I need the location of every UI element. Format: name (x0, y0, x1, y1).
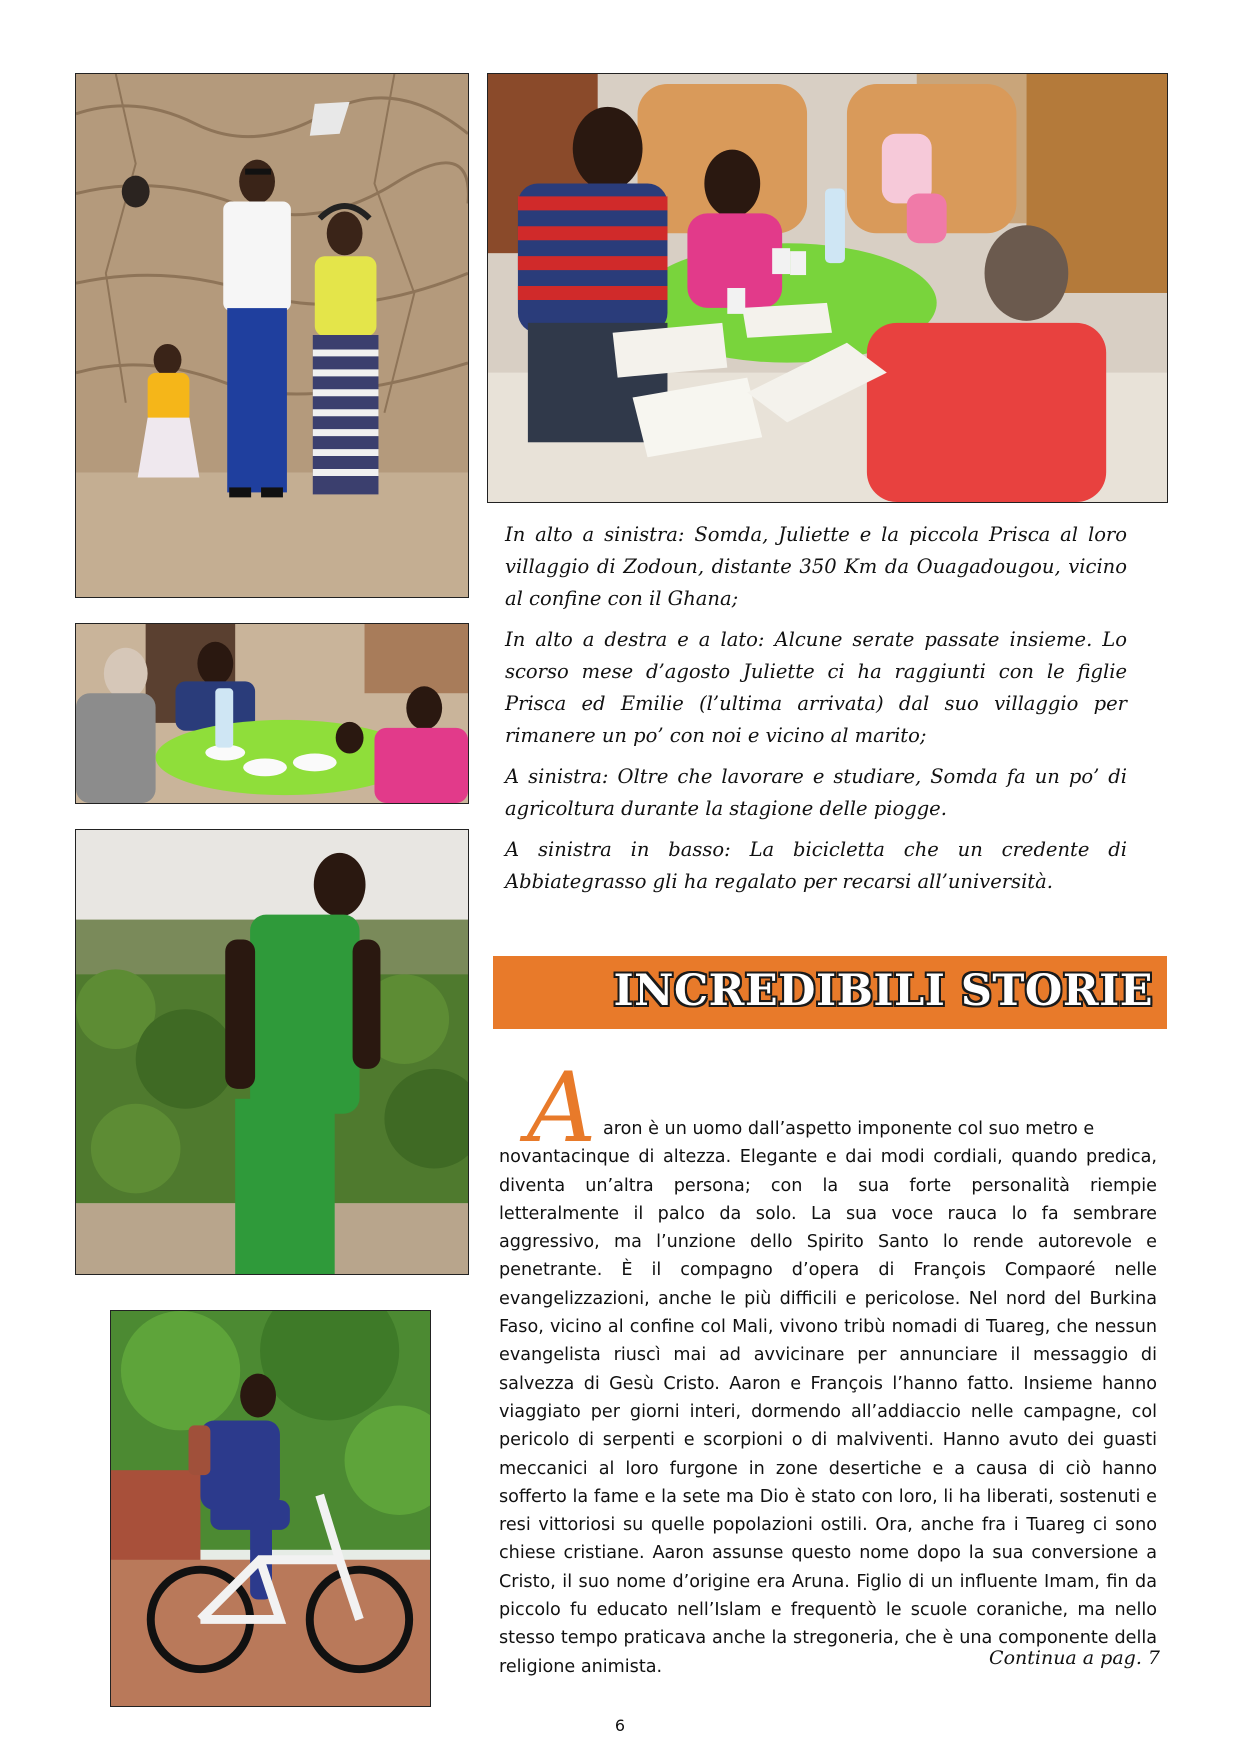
article-text: novantacinque di altezza. Elegante e dai modi cordiali, quando predica, diventa un’altra persona; con la sua forte personalità riempie letteralmente il palco da solo. La sua voce rauca lo fa sembrare aggressivo, ma l’unzione dello Spirito Santo lo rende autorevole e penetrante. È il compagno d’opera di François Compaoré nelle evangelizzazioni, anche le più difficili e pericolose. Nel nord del Burkina Faso, vicino al confine col Mali, vivono tribù nomadi di Tuareg, che nessun evangelista riuscì mai ad avvicinare per annunciare il messaggio di salvezza di Gesù Cristo. Aaron e François l’hanno fatto. Insieme hanno viaggiato per giorni interi, dormendo all’addiaccio nelle campagne, col pericolo di serpenti e scorpioni o di malviventi. Hanno avuto dei guasti meccanici al loro furgone in zone desertiche e a causa di ciò hanno sofferto la fame e la sete ma Dio è stato con loro, li ha liberati, sostenuti e resi vittoriosi su quelle popolazioni ostili. Ora, anche fra i Tuareg ci sono chiese cristiane. Aaron assunse questo nome dopo la sua conversione a Cristo, il suo nome d’origine era Aruna. Figlio di un influente Imam, fin da piccolo fu educato nell’Islam e frequentò le scuole coraniche, ma nello stesso tempo praticava anche la stregoneria, che è una componente della religione animista. (499, 1147, 1157, 1677)
caption-top-right: In alto a destra e a lato: Alcune serate passate insieme. Lo scorso mese d’agosto Juliette ci ha raggiunti con le figlie Prisca ed Emilie (l’ultima arrivata) dal suo villaggio per rimanere un po’ con noi e vicino al marito; (505, 628, 1127, 747)
section-title: INCREDIBILI STORIE (613, 966, 1153, 1016)
photo-agriculture (75, 829, 469, 1275)
caption-top-left: In alto a sinistra: Somda, Juliette e la piccola Prisca al loro villaggio di Zodoun, distante 350 Km da Ouagadougou, vicino al confine con il Ghana; (505, 523, 1127, 610)
photo-bible-study (487, 73, 1168, 503)
photo-captions (505, 519, 1127, 907)
caption-left: A sinistra: Oltre che lavorare e studiare, Somda fa un po’ di agricoltura durante la stagione delle piogge. (505, 765, 1127, 820)
photo-family-village (75, 73, 469, 598)
drop-cap: A (527, 1052, 597, 1164)
caption-bottom-left: A sinistra in basso: La bicicletta che un credente di Abbiategrasso gli ha regalato per recarsi all’università. (505, 838, 1127, 893)
photo-bicycle (110, 1310, 431, 1707)
photo-dinner-together (75, 623, 469, 804)
article-first-line: aron è un uomo dall’aspetto imponente col suo metro e (603, 1119, 1095, 1139)
article-body (499, 1115, 1157, 1681)
section-title-bar (493, 956, 1167, 1029)
page-number: 6 (614, 1716, 626, 1735)
continue-note: Continua a pag. 7 (989, 1647, 1160, 1669)
